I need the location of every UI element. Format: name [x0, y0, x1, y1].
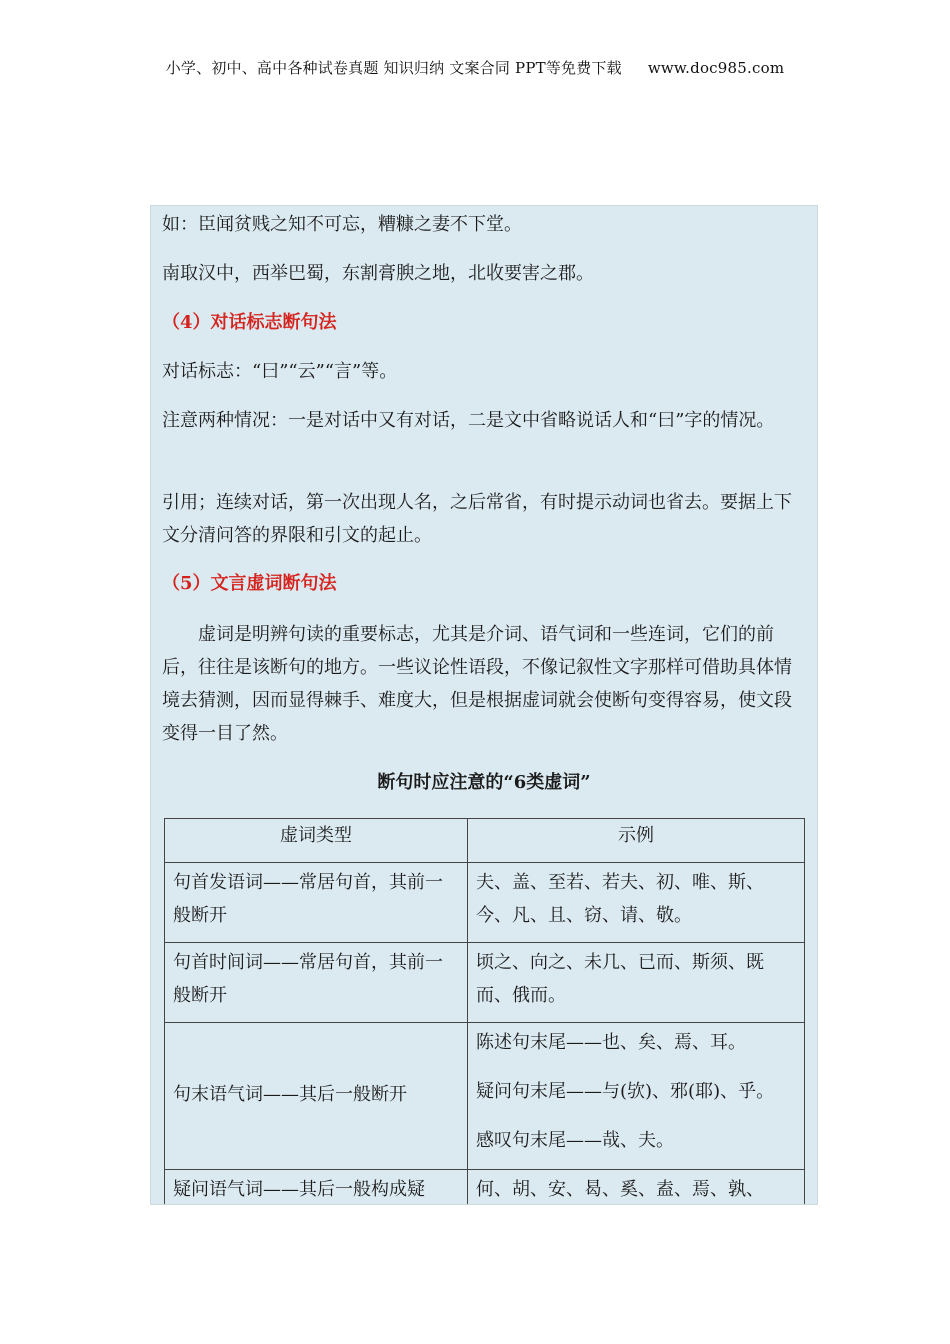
- example-line: 感叹句末尾——哉、夫。: [476, 1130, 674, 1151]
- table-row: [165, 1023, 805, 1170]
- example-line: 何、胡、安、曷、奚、盍、焉、孰、: [476, 1179, 764, 1200]
- table-cell-examples: [468, 1170, 805, 1206]
- function-word-table: [164, 818, 805, 1205]
- quotation-note: 引用；连续对话，第一次出现人名，之后常省，有时提示动词也省去。要据上下文分清问答的界限和引文的起止。: [162, 492, 792, 546]
- table-caption: 断句时应注意的“6类虚词”: [377, 772, 591, 793]
- section-heading-5: （5）文言虚词断句法: [162, 573, 337, 594]
- section-heading-4: （4）对话标志断句法: [162, 312, 337, 333]
- example-line: 夫、盖、至若、若夫、初、唯、斯、今、凡、且、窃、请、敬。: [476, 872, 764, 926]
- example-line: 顷之、向之、未几、已而、斯须、既而、俄而。: [476, 952, 764, 1006]
- table-cell-type: 句首时间词——常居句首，其前一般断开: [165, 943, 468, 1023]
- table-cell-type: 句末语气词——其后一般断开: [165, 1023, 468, 1170]
- table-row: [165, 943, 805, 1023]
- table-cell-examples: [468, 863, 805, 943]
- function-word-paragraph: 虚词是明辨句读的重要标志，尤其是介词、语气词和一些连词，它们的前后，往往是该断句的地方。一些议论性语段，不像记叙性文字那样可借助具体情境去猜测，因而显得棘手、难度大，但是根据虚词就会使断句变得容易，使文段变得一目了然。: [162, 624, 792, 744]
- header-site[interactable]: www.doc985.com: [647, 59, 785, 77]
- dialogue-markers: 对话标志：“曰”“云”“言”等。: [162, 361, 398, 382]
- page-header: [0, 57, 950, 78]
- example-line: 疑问句末尾——与(欤)、邪(耶)、乎。: [476, 1081, 775, 1102]
- example-line: 陈述句末尾——也、矣、焉、耳。: [476, 1032, 746, 1053]
- table-header-examples: 示例: [468, 819, 805, 863]
- table-row: [165, 863, 805, 943]
- table-cell-type: 疑问语气词——其后一般构成疑: [165, 1170, 468, 1206]
- example-sentence-2: 南取汉中，西举巴蜀，东割膏腴之地，北收要害之郡。: [162, 263, 594, 284]
- table-cell-examples: [468, 1023, 805, 1170]
- header-text: 小学、初中、高中各种试卷真题 知识归纳 文案合同 PPT等免费下载: [165, 59, 622, 77]
- table-cell-type: 句首发语词——常居句首，其前一般断开: [165, 863, 468, 943]
- example-sentence-1: 如：臣闻贫贱之知不可忘，糟糠之妻不下堂。: [162, 214, 522, 235]
- content-panel: [150, 205, 818, 1205]
- table-row: [165, 1170, 805, 1206]
- table-header-row: [165, 819, 805, 863]
- table-cell-examples: [468, 943, 805, 1023]
- dialogue-note: 注意两种情况：一是对话中又有对话，二是文中省略说话人和“曰”字的情况。: [162, 410, 775, 431]
- table-header-type: 虚词类型: [165, 819, 468, 863]
